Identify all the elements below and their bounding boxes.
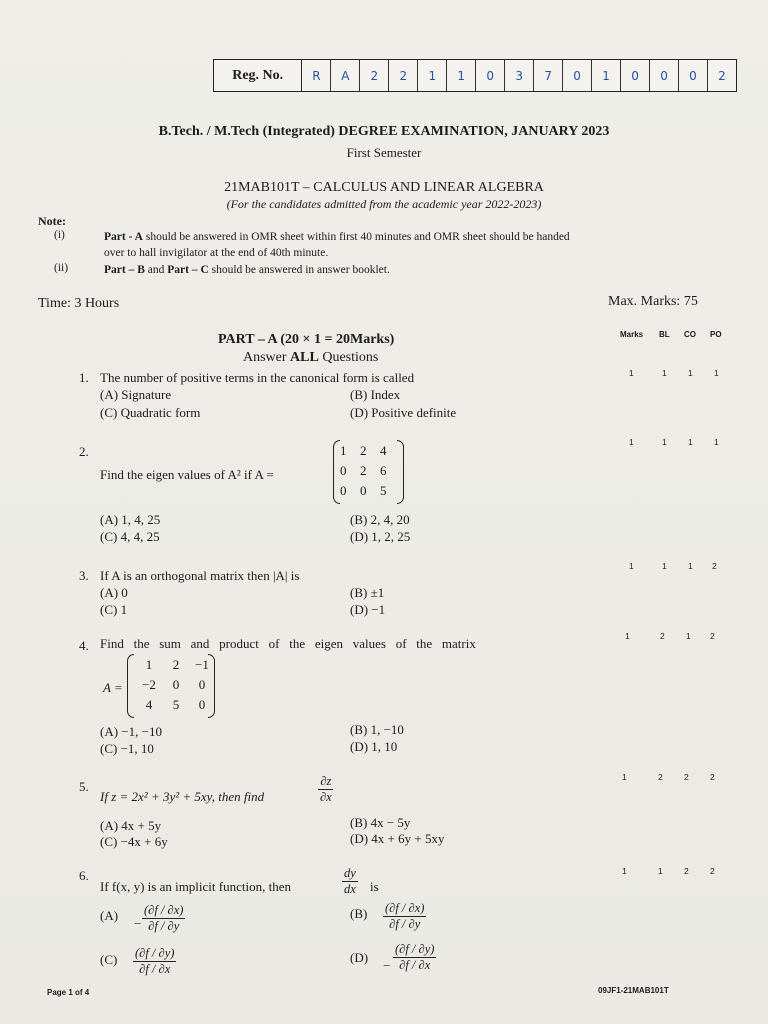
q3-marks: 1 bbox=[629, 561, 634, 571]
q4-marks: 1 bbox=[625, 631, 630, 641]
part-a-title: PART – A (20 × 1 = 20Marks) bbox=[218, 332, 395, 347]
page-number: Page 1 of 4 bbox=[47, 988, 90, 997]
q1-num: 1. bbox=[79, 370, 89, 385]
reg-no-char: 2 bbox=[389, 60, 418, 91]
part-a-subtitle: Answer ALL Questions bbox=[243, 350, 379, 365]
q1-co: 1 bbox=[688, 368, 693, 378]
paper-code: 09JF1-21MAB101T bbox=[598, 986, 669, 995]
note-num-2: (ii) bbox=[54, 262, 69, 274]
q5-opt-a: (A) 4x + 5y bbox=[100, 818, 162, 833]
q6-opt-d-label: (D) bbox=[350, 950, 369, 965]
q2-po: 1 bbox=[714, 437, 719, 447]
q2-num: 2. bbox=[79, 444, 89, 459]
q6-opt-c-label: (C) bbox=[100, 952, 118, 967]
course-title: 21MAB101T – CALCULUS AND LINEAR ALGEBRA bbox=[224, 180, 544, 195]
reg-no-label: Reg. No. bbox=[214, 60, 302, 91]
q2-matrix-left-bracket bbox=[333, 440, 340, 504]
max-marks: Max. Marks: 75 bbox=[608, 294, 698, 309]
q4-opt-b: (B) 1, −10 bbox=[350, 722, 404, 737]
q4-opt-d: (D) 1, 10 bbox=[350, 739, 398, 754]
q5-text: If z = 2x² + 3y² + 5xy, then find bbox=[100, 789, 265, 804]
q6-text: If f(x, y) is an implicit function, then bbox=[100, 879, 291, 894]
reg-no-char: 1 bbox=[592, 60, 621, 91]
q6-opt-d-sign: − bbox=[383, 958, 391, 973]
reg-no-char: 0 bbox=[650, 60, 679, 91]
q3-opt-c: (C) 1 bbox=[100, 602, 128, 617]
note-num-1: (i) bbox=[54, 229, 65, 241]
q2-opt-c: (C) 4, 4, 25 bbox=[100, 529, 160, 544]
q5-bl: 2 bbox=[658, 772, 663, 782]
q6-opt-a-sign: − bbox=[134, 916, 142, 931]
col-co: CO bbox=[684, 330, 696, 339]
q4-bl: 2 bbox=[660, 631, 665, 641]
note-label: Note: bbox=[38, 214, 66, 228]
q1-marks: 1 bbox=[629, 368, 634, 378]
q1-text: The number of positive terms in the canonical form is called bbox=[100, 370, 415, 385]
q4-co: 1 bbox=[686, 631, 691, 641]
q3-co: 1 bbox=[688, 561, 693, 571]
q1-opt-c: (C) Quadratic form bbox=[100, 405, 201, 420]
q3-text: If A is an orthogonal matrix then |A| is bbox=[100, 568, 300, 583]
col-marks: Marks bbox=[620, 330, 644, 339]
q2-matrix: 1 2 4 0 2 6 0 0 5 bbox=[340, 443, 387, 498]
q6-opt-a-fraction: $\frac{(\partial f / \partial x)}{\partial f / \partial y}$ bbox=[144, 903, 184, 933]
reg-no-char: R bbox=[302, 60, 331, 91]
reg-no-char: 0 bbox=[621, 60, 650, 91]
note-text-1: Part - A should be answered in OMR sheet within first 40 minutes and OMR sheet should be handed over to hall invigilator at the end of 40th minute. bbox=[104, 231, 570, 259]
q3-bl: 1 bbox=[662, 561, 667, 571]
q6-num: 6. bbox=[79, 868, 89, 883]
q2-bl: 1 bbox=[662, 437, 667, 447]
reg-no-char: 7 bbox=[534, 60, 563, 91]
q4-opt-a: (A) −1, −10 bbox=[100, 724, 162, 739]
q5-fraction: $\frac{\partial z}{\partial x}$ bbox=[320, 774, 332, 804]
q6-opt-a-label: (A) bbox=[100, 908, 119, 923]
q5-marks: 1 bbox=[622, 772, 627, 782]
reg-no-char: 0 bbox=[563, 60, 592, 91]
q3-opt-a: (A) 0 bbox=[100, 585, 128, 600]
q2-marks: 1 bbox=[629, 437, 634, 447]
semester: First Semester bbox=[346, 145, 422, 160]
q5-co: 2 bbox=[684, 772, 689, 782]
reg-no-char: 0 bbox=[679, 60, 708, 91]
q6-text-post: is bbox=[370, 879, 379, 894]
reg-no-char: 1 bbox=[418, 60, 447, 91]
col-bl: BL bbox=[659, 330, 670, 339]
q6-bl: 1 bbox=[658, 866, 663, 876]
q6-co: 2 bbox=[684, 866, 689, 876]
q5-po: 2 bbox=[710, 772, 715, 782]
exam-time: Time: 3 Hours bbox=[38, 296, 120, 311]
reg-no-char: 2 bbox=[360, 60, 389, 91]
q5-opt-d: (D) 4x + 6y + 5xy bbox=[350, 831, 445, 846]
q6-opt-b-fraction: $\frac{(\partial f / \partial x)}{\partial f / \partial y}$ bbox=[385, 901, 425, 931]
q5-opt-b: (B) 4x − 5y bbox=[350, 815, 411, 830]
q1-opt-d: (D) Positive definite bbox=[350, 405, 457, 420]
q3-opt-b: (B) ±1 bbox=[350, 585, 385, 600]
reg-no-box bbox=[213, 59, 737, 92]
q1-po: 1 bbox=[714, 368, 719, 378]
q1-bl: 1 bbox=[662, 368, 667, 378]
reg-no-char: 1 bbox=[447, 60, 476, 91]
q4-matrix: 1 2 −1 −2 0 0 4 5 0 bbox=[142, 657, 209, 712]
note-text-2: Part – B and Part – C should be answered in answer booklet. bbox=[104, 264, 390, 276]
q2-text: Find the eigen values of A² if A = bbox=[100, 467, 274, 482]
q4-po: 2 bbox=[710, 631, 715, 641]
q6-opt-b-label: (B) bbox=[350, 906, 368, 921]
admitted-note: (For the candidates admitted from the academic year 2022-2023) bbox=[226, 197, 542, 211]
q4-matrix-left-bracket bbox=[127, 654, 134, 718]
q2-opt-b: (B) 2, 4, 20 bbox=[350, 512, 410, 527]
q4-text: Find the sum and product of the eigen values of the matrix bbox=[100, 636, 476, 651]
col-po: PO bbox=[710, 330, 722, 339]
q2-co: 1 bbox=[688, 437, 693, 447]
q5-num: 5. bbox=[79, 779, 89, 794]
exam-title: B.Tech. / M.Tech (Integrated) DEGREE EXAMINATION, JANUARY 2023 bbox=[158, 124, 610, 139]
reg-no-char: A bbox=[331, 60, 360, 91]
q1-opt-a: (A) Signature bbox=[100, 387, 172, 402]
q6-opt-c-fraction: $\frac{(\partial f / \partial y)}{\partial f / \partial x}$ bbox=[135, 946, 175, 976]
q1-opt-b: (B) Index bbox=[350, 387, 401, 402]
q6-marks: 1 bbox=[622, 866, 627, 876]
reg-no-char: 2 bbox=[718, 68, 726, 83]
q4-opt-c: (C) −1, 10 bbox=[100, 741, 154, 756]
q6-fraction: $\frac{dy}{dx}$ bbox=[344, 866, 356, 896]
q3-opt-d: (D) −1 bbox=[350, 602, 386, 617]
q2-opt-d: (D) 1, 2, 25 bbox=[350, 529, 411, 544]
q6-opt-d-fraction: $\frac{(\partial f / \partial y)}{\partial f / \partial x}$ bbox=[395, 942, 435, 972]
q4-lhs: A = bbox=[103, 680, 123, 695]
q3-po: 2 bbox=[712, 561, 717, 571]
reg-no-char: 3 bbox=[505, 60, 534, 91]
q4-num: 4. bbox=[79, 638, 89, 653]
q5-opt-c: (C) −4x + 6y bbox=[100, 834, 168, 849]
q3-num: 3. bbox=[79, 568, 89, 583]
q2-opt-a: (A) 1, 4, 25 bbox=[100, 512, 161, 527]
reg-no-char: 0 bbox=[476, 60, 505, 91]
q6-po: 2 bbox=[710, 866, 715, 876]
